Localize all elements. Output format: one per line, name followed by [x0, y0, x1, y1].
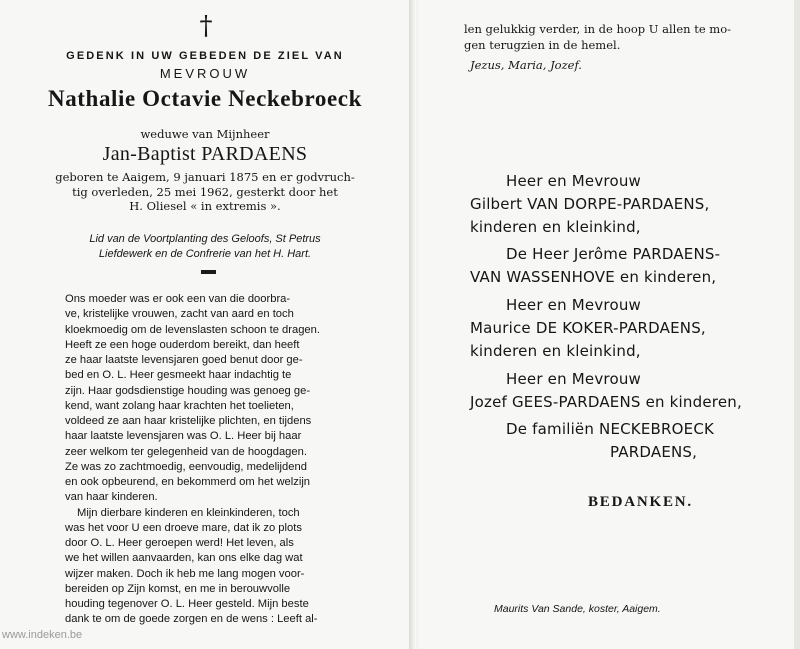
- gedenk-heading: GEDENK IN UW GEBEDEN DE ZIEL VAN: [66, 50, 344, 62]
- text-line: kloekmoedig om de levenslasten schoon te dragen.: [65, 323, 320, 336]
- text-line: gen terugzien in de hemel.: [464, 37, 621, 52]
- text-line: dank te om de goede zorgen en de wens : Leeft al-: [65, 613, 318, 626]
- continued-text: [464, 22, 731, 53]
- deceased-name: Nathalie Octavie Neckebroeck: [47, 86, 363, 111]
- divider: [201, 270, 216, 274]
- family-line: VAN WASSENHOVE en kinderen,: [470, 268, 717, 286]
- text-line: ze haar laatste levensjaren goed benut door ge-: [65, 354, 303, 366]
- membership-line: Liefdewerk en de Confrerie van het H. Hart.: [98, 248, 312, 260]
- printer-credit: Maurits Van Sande, koster, Aaigem.: [494, 603, 661, 615]
- bio-line: tig overleden, 25 mei 1962, gesterkt door het: [72, 184, 338, 199]
- widow-of-label: weduwe van Mijnheer: [140, 127, 270, 141]
- family-line: PARDAENS,: [610, 443, 698, 461]
- text-line: kend, want zolang haar krachten het toelieten,: [65, 399, 294, 412]
- family-line: Maurice DE KOKER-PARDAENS,: [470, 319, 706, 337]
- text-line: bed en O. L. Heer gesmeekt haar indachtig te: [65, 369, 292, 382]
- text-line: Ons moeder was er ook een van die doorbra-: [65, 293, 291, 305]
- text-line: voldeed ze aan haar kristelijke plichten, en tijdens: [65, 415, 312, 427]
- text-line: zeer welkom ter gelegenheid van de hoogdagen.: [65, 445, 307, 458]
- family-line: De Heer Jerôme PARDAENS-: [506, 245, 721, 263]
- memorial-text: [65, 292, 367, 628]
- text-line: Mijn dierbare kinderen en kleinkinderen, toch: [77, 506, 300, 519]
- family-line: Heer en Mevrouw: [506, 370, 642, 388]
- text-line: houding tegenover O. L. Heer gesteld. Mijn beste: [65, 598, 309, 610]
- text-line: haar laatste levensjaren was O. L. Heer bij haar: [65, 430, 302, 443]
- family-line: Heer en Mevrouw: [506, 296, 642, 314]
- family-line: kinderen en kleinkind,: [470, 342, 641, 360]
- membership-line: Lid van de Voortplanting des Geloofs, St Petrus: [89, 233, 321, 245]
- family-line: kinderen en kleinkind,: [470, 218, 641, 236]
- bio-line: H. Oliesel « in extremis ».: [129, 199, 281, 213]
- text-line: Ze was zo zachtmoedig, eenvoudig, medelijdend: [65, 460, 307, 473]
- text-line: bereiden op Zijn komst, en me in berouwvolle: [65, 582, 291, 595]
- bedanken-label: BEDANKEN.: [588, 494, 693, 510]
- family-line: Gilbert VAN DORPE-PARDAENS,: [470, 195, 710, 213]
- bio-line: geboren te Aaigem, 9 januari 1875 en er godvruch-: [55, 170, 355, 184]
- text-line: was het voor U een droeve mare, dat ik zo plots: [65, 521, 302, 534]
- text-line: door O. L. Heer geroepen werd! Het leven, als: [65, 537, 294, 549]
- watermark: www.indeken.be: [2, 629, 83, 641]
- family-line: Heer en Mevrouw: [506, 172, 642, 190]
- text-line: Heeft ze een hoge ouderdom bereikt, dan heeft: [65, 338, 300, 351]
- text-line: len gelukkig verder, in de hoop U allen te mo-: [464, 22, 731, 36]
- page-edge: [794, 0, 800, 649]
- husband-name: Jan-Baptist PARDAENS: [102, 143, 308, 165]
- cross-icon: †: [199, 11, 213, 41]
- jezus-maria-jozef: Jezus, Maria, Jozef.: [470, 58, 582, 72]
- text-line: van haar kinderen.: [65, 491, 158, 504]
- mevrouw-title: MEVROUW: [159, 66, 251, 81]
- text-line: zijn. Haar godsdienstige houding was genoeg ge-: [65, 384, 311, 397]
- family-line: Jozef GEES-PARDAENS en kinderen,: [470, 393, 742, 411]
- birth-death-info: [0, 170, 410, 214]
- right-page: [418, 0, 800, 649]
- text-line: ve, kristelijke vrouwen, zacht van aard en toch: [65, 308, 294, 321]
- text-line: en ook opbeurend, en bekommerd om het welzijn: [65, 476, 311, 488]
- text-line: wijzer maken. Doch ik heb me lang mogen voor-: [65, 567, 305, 580]
- text-line: we het willen aanvaarden, kan ons elke dag wat: [65, 552, 303, 565]
- family-line: De familiën NECKEBROECK: [506, 420, 715, 438]
- membership-info: [0, 232, 410, 262]
